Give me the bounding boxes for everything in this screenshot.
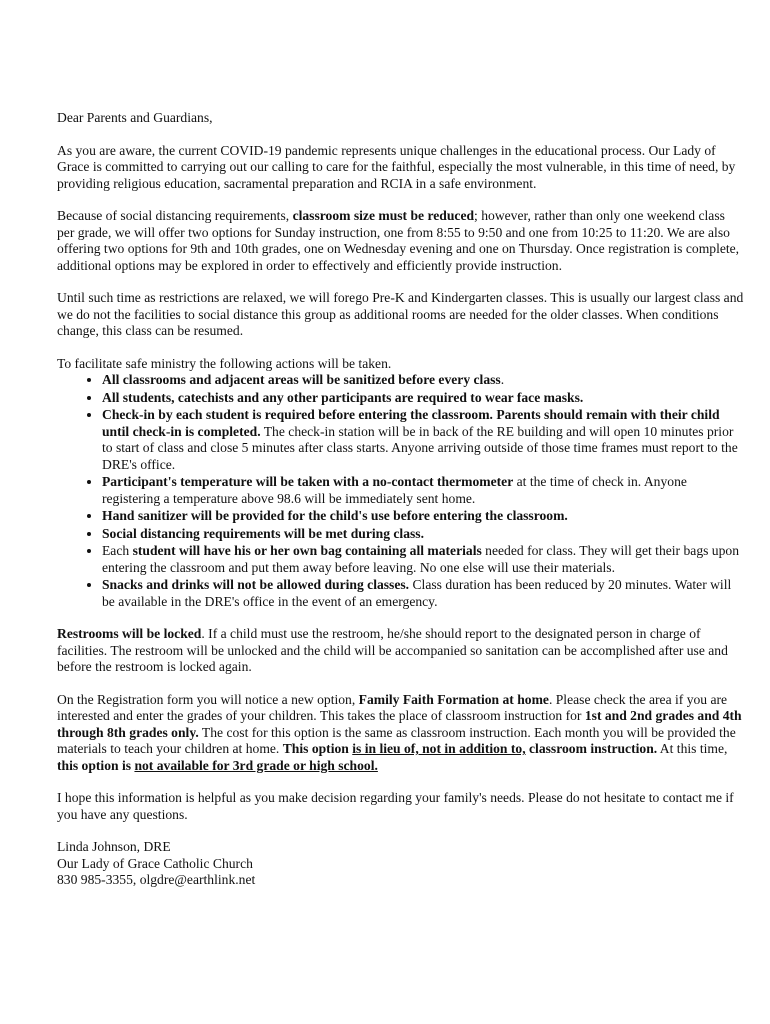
bold-run: Parents should remain with their child until check-in is completed. [102,407,720,439]
bold-run: classroom size must be reduced [292,208,475,223]
safety-actions-list [57,372,745,610]
bold-run: 1st and 2nd grades and 4th through 8th grades only. [57,708,742,740]
bold-run: student will have his or her own bag containing all materials [132,543,482,558]
list-item [102,508,745,525]
signature-name: Linda Johnson, DRE [57,839,171,854]
underlined-run: not available for 3rd grade or high school. [134,757,378,773]
bold-run: . [489,407,497,422]
list-item [102,474,745,507]
list-item [102,372,745,389]
bold-run: Hand sanitizer will be provided for the child's use before entering the classroom. [102,508,568,523]
signature-contact: 830 985-3355, olgdre@earthlink.net [57,872,256,887]
bold-run: this option is [57,757,135,773]
text-run: The check-in station will be in back of the RE building and will open 10 minutes prior to start of class and close 5 minutes after class starts. Anyone arriving outside of those time frames must report to the DRE's office. [102,423,738,472]
bold-run: Participant's temperature will be taken with a no-contact thermometer [102,474,514,489]
list-item [102,543,745,576]
bold-run: Snacks and drinks will not be allowed during classes. [102,577,410,592]
list-item [102,407,745,473]
signature-org: Our Lady of Grace Catholic Church [57,855,253,871]
text-run: ; however, rather than only one weekend class per grade, we will offer two options for Sunday instruction, one from 8:55 to 9:50 and one from 10:25 to 11:20. We are also offering two options for 9th and 10th grades, one on Wednesday evening and one on Thursday. Once registration is complete, additional options may be explored in order to effectively and efficiently provide instruction. [57,208,740,273]
text-run: Each [102,543,133,558]
bold-run: Social distancing requirements will be met during class. [102,525,424,541]
text-run: . If a child must use the restroom, he/she should report to the designated person in charge of facilities. The restroom will be unlocked and the child will be accompanied so sanitation can be accomplished after use and before the restroom is locked again. [57,626,728,674]
bold-run: All classrooms and adjacent areas will be sanitized before every class [102,372,501,387]
text-run: . [500,372,505,387]
list-item [102,526,745,543]
underlined-run: is in lieu of, not in addition to, [352,741,526,756]
paragraph-closing: I hope this information is helpful as you make decision regarding your family's needs. Please do not hesitate to contact me if you have any questions. [57,790,734,822]
paragraph-restrooms [57,626,745,676]
paragraph-class-size [57,208,745,274]
salutation: Dear Parents and Guardians, [57,110,213,125]
bold-run: All students, catechists and any other participants are required to wear face masks. [102,389,584,405]
bold-run: Check-in by each student is required before entering the classroom [102,407,490,422]
text-run: On the Registration form you will notice a new option, [57,691,359,707]
paragraph-intro: As you are aware, the current COVID-19 pandemic represents unique challenges in the educational process. Our Lady of Grace is committed to carrying out our calling to care for the faithful, especially the most vulnerable, in this time of need, by providing religious education, sacramental preparation and RCIA in a safe environment. [57,142,736,191]
bold-run: Restrooms will be locked [57,626,202,641]
text-run: Because of social distancing requirements, [57,208,293,223]
text-run: At this time, [657,741,728,756]
list-item [102,390,745,407]
bold-run: classroom instruction. [525,741,658,756]
signature-block [57,839,745,889]
paragraph-family-faith [57,692,745,775]
text-run: at the time of check in. Anyone registering a temperature above 98.6 will be immediately sent home. [102,474,687,506]
bold-run: Family Faith Formation at home [358,691,549,707]
text-run: . Please check the area if you are interested and enter the grades of your children. This takes the place of classroom instruction for [57,691,728,723]
bold-run: This option [282,741,353,756]
text-run: Class duration has been reduced by 20 minutes. Water will be available in the DRE's office in the event of an emergency. [102,577,732,609]
paragraph-prek: Until such time as restrictions are relaxed, we will forego Pre-K and Kindergarten classes. This is usually our largest class and we do not the facilities to social distance this group as additional rooms are needed for the older classes. When conditions change, this class can be resumed. [57,290,744,338]
letter-body [57,110,745,889]
text-run: needed for class. They will get their bags upon entering the classroom and put them away before leaving. No one else will use their materials. [102,543,739,575]
text-run: The cost for this option is the same as classroom instruction. Each month you will be provided the materials to teach your children at home. [57,724,736,756]
paragraph-actions-intro: To facilitate safe ministry the following actions will be taken. [57,355,392,371]
list-item [102,577,745,610]
